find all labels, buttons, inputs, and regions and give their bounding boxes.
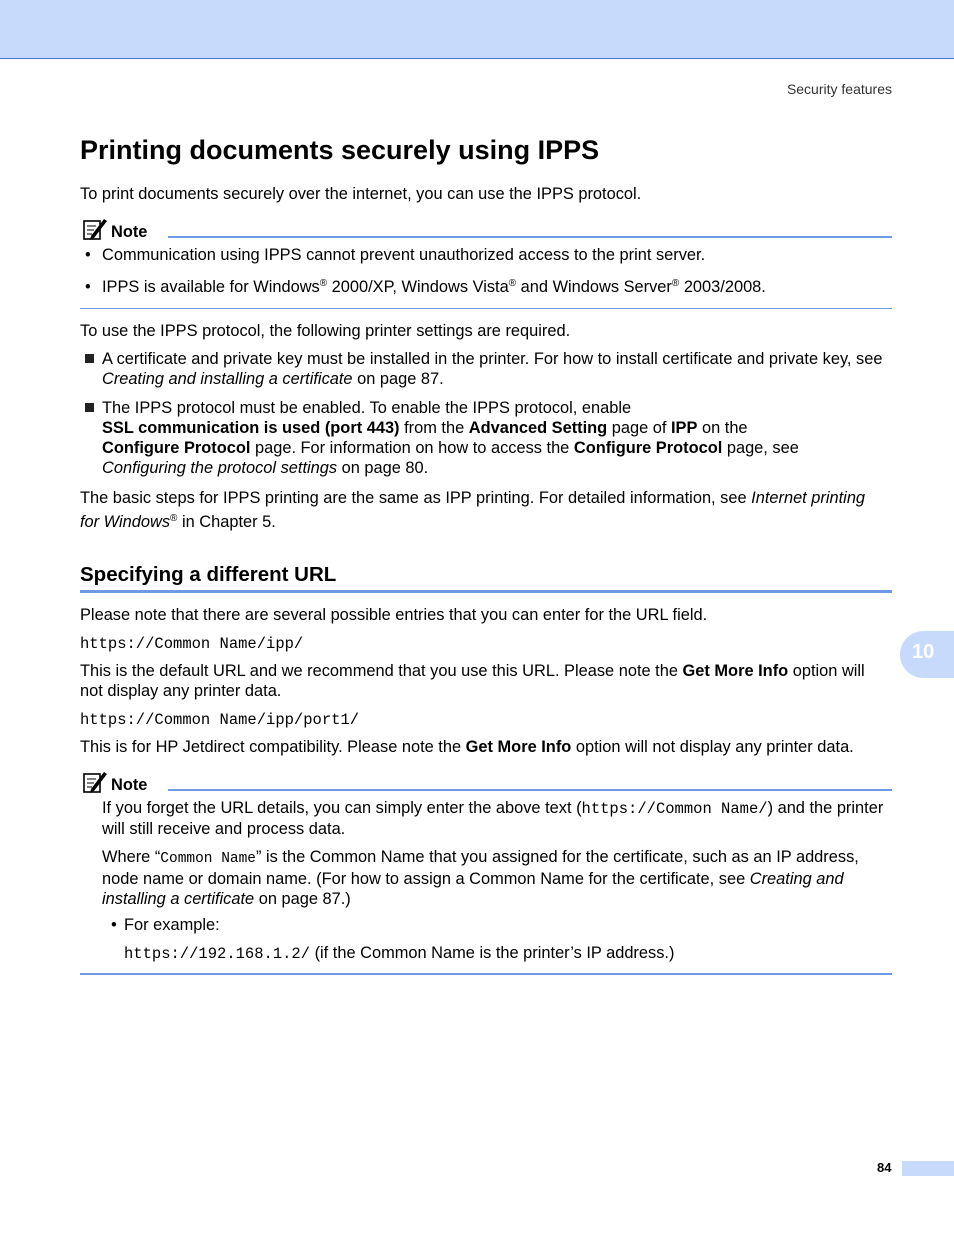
note-item-text: IPPS is available for Windows® 2000/XP, Windows Vista® and Windows Server® 2003/2008. xyxy=(102,278,766,296)
note-divider xyxy=(168,236,892,238)
note-end-divider xyxy=(80,308,892,309)
cross-reference: Configuring the protocol settings xyxy=(102,459,338,477)
note-item-text: Communication using IPPS cannot prevent unauthorized access to the print server. xyxy=(102,246,706,264)
intro-paragraph: To print documents securely over the internet, you can use the IPPS protocol. xyxy=(80,185,642,203)
requirement-item: A certificate and private key must be installed in the printer. For how to install certificate and private key, see Creating and installing a certificate on page 87. xyxy=(80,349,892,389)
requirements-intro: To use the IPPS protocol, the following printer settings are required. xyxy=(80,322,571,340)
note-end-divider xyxy=(80,973,892,975)
chapter-number: 10 xyxy=(912,641,935,663)
note-label: Note xyxy=(111,223,148,241)
cross-reference: Creating and installing a certificate xyxy=(102,870,844,908)
url-description: This is the default URL and we recommend that you use this URL. Please note the Get More Info option will not display any printer data. xyxy=(80,662,865,700)
page-title: Printing documents securely using IPPS xyxy=(80,135,600,165)
note-paragraph: If you forget the URL details, you can simply enter the above text (https://Common Name/) and the printer will still receive and process data. xyxy=(102,799,884,838)
url-description: This is for HP Jetdirect compatibility. Please note the Get More Info option will not display any printer data. xyxy=(80,738,854,756)
url-intro: Please note that there are several possible entries that you can enter for the URL field. xyxy=(80,606,708,624)
note-divider xyxy=(168,789,892,791)
chapter-tab xyxy=(900,631,954,678)
footer-bar xyxy=(902,1161,954,1176)
note-pencil-icon xyxy=(82,217,108,241)
note-label: Note xyxy=(111,776,148,794)
url-example: https://Common Name/ipp/port1/ xyxy=(80,711,360,729)
bullet-icon: • xyxy=(85,246,91,264)
note-header xyxy=(80,217,892,243)
section-title: Security features xyxy=(786,81,892,97)
cross-reference: Creating and installing a certificate xyxy=(102,370,353,388)
basic-steps-paragraph: The basic steps for IPPS printing are the same as IPP printing. For detailed information, see Internet printing for Windows® in Chapter 5. xyxy=(80,489,866,531)
header-band xyxy=(0,0,954,59)
bullet-icon: • xyxy=(85,278,91,296)
requirement-item: The IPPS protocol must be enabled. To enable the IPPS protocol, enable SSL communication is used (port 443) from the Advanced Setting page of IPP on the Configure Protocol page. For information on how to access the Configure Protocol page, see Configuring the protocol settings on page 80. xyxy=(80,398,892,478)
page-number: 84 xyxy=(877,1160,892,1175)
example-url: https://192.168.1.2/ (if the Common Name is the printer’s IP address.) xyxy=(124,944,675,963)
bullet-icon: • xyxy=(111,916,117,934)
note-paragraph: Where “Common Name” is the Common Name that you assigned for the certificate, such as an IP address, node name or domain name. (For how to assign a Common Name for the certificate, see Creating and installing a certificate on page 87.) xyxy=(102,848,859,908)
section-heading: Specifying a different URL xyxy=(80,563,337,586)
section-divider xyxy=(80,590,892,593)
url-example: https://Common Name/ipp/ xyxy=(80,635,304,653)
square-bullet-icon xyxy=(85,403,94,412)
square-bullet-icon xyxy=(85,354,94,363)
note-pencil-icon xyxy=(82,770,108,794)
note-header xyxy=(80,770,892,796)
